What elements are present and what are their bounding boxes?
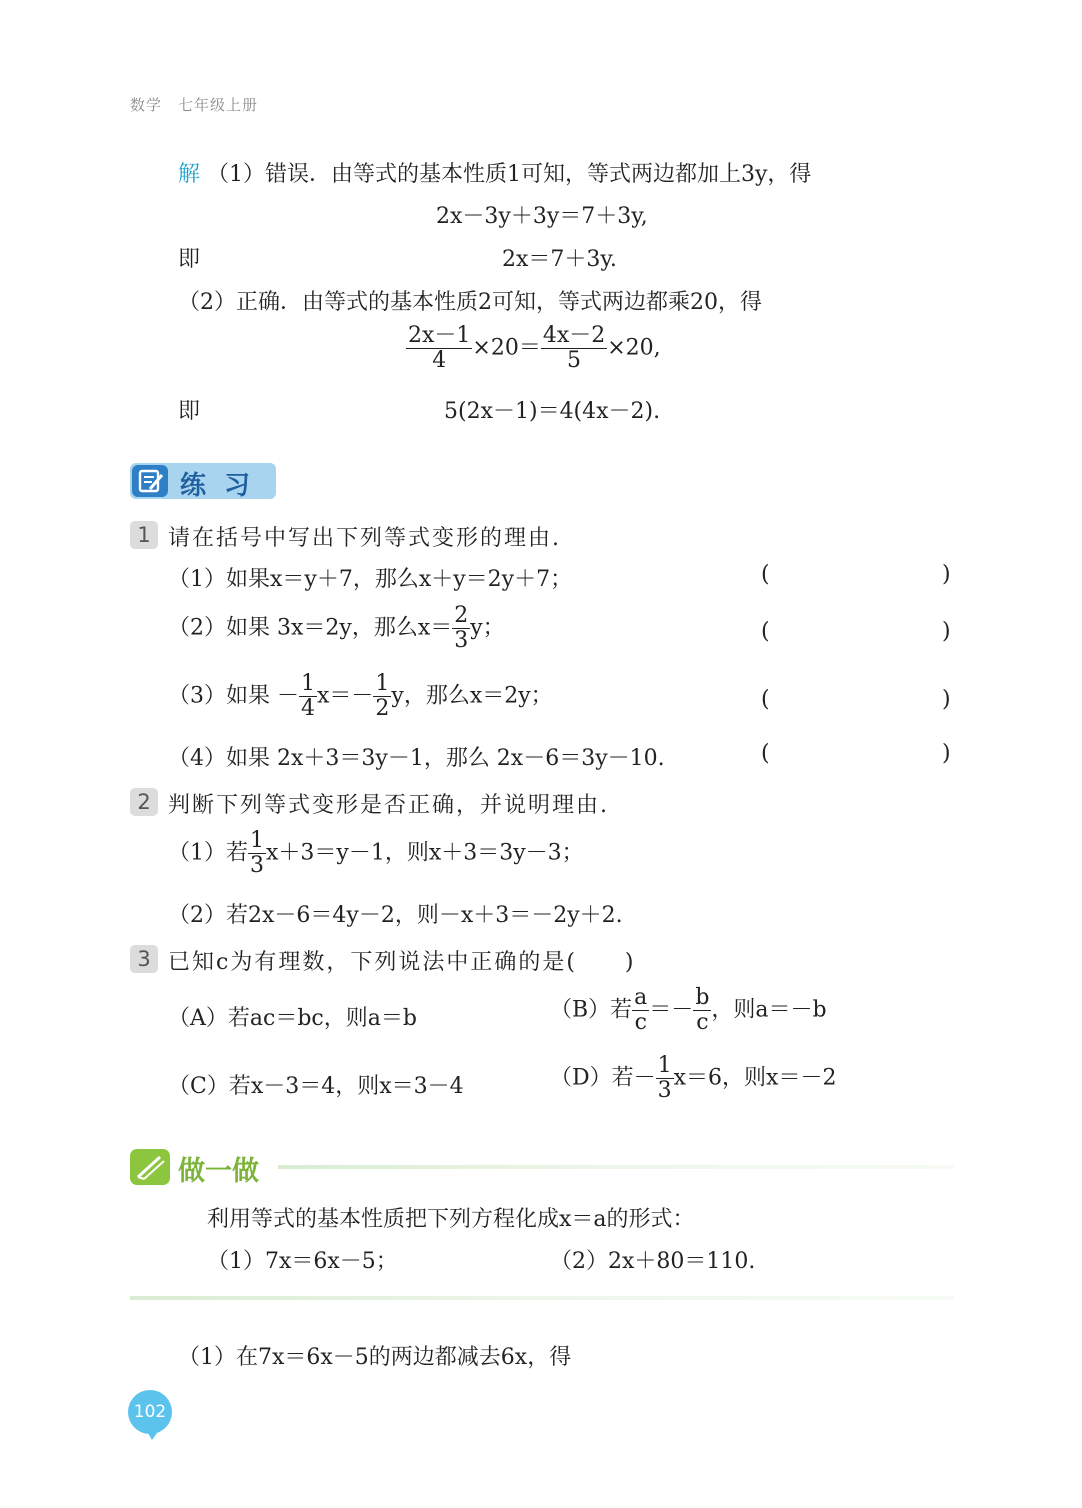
- q1-item-4: （4）如果 2x＋3＝3y－1，那么 2x－6＝3y－10.: [168, 746, 665, 771]
- fraction: $\frac{1}{3}$: [250, 828, 264, 879]
- fraction: $\frac{2x-1}{4}$: [408, 323, 471, 374]
- ji-label-2: 即: [178, 399, 201, 424]
- q3-option-d: （D）若－ $\frac{1}{3}$ x＝6，则x＝－2: [550, 1053, 837, 1104]
- question-number-2: 2: [130, 788, 158, 816]
- running-header: 数学 七年级上册: [130, 96, 259, 114]
- fraction: $\frac{1}{2}$: [375, 671, 390, 722]
- answer-blank-close: ): [942, 619, 951, 644]
- section-divider: [130, 1296, 954, 1300]
- q2-item-1: （1）若 $\frac{1}{3}$ x＋3＝y－1，则x＋3＝3y－3；: [168, 828, 584, 879]
- q1-item-2: （2）如果 3x＝2y，那么x＝ $\frac{2}{3}$ y；: [168, 603, 505, 654]
- answer-blank-close: ): [942, 562, 951, 587]
- answer-blank-open: (: [761, 619, 770, 644]
- fraction: $\frac{a}{c}$: [634, 985, 648, 1036]
- question-1-text: 请在括号中写出下列等式变形的理由.: [168, 526, 561, 551]
- equation-3: $\frac{2x-1}{4}$ ×20＝ $\frac{4x-2}{5}$ ×20,: [408, 323, 661, 374]
- fraction: $\frac{2}{3}$: [454, 603, 469, 654]
- question-number-3: 3: [130, 945, 158, 973]
- q3-option-b: （B）若 $\frac{a}{c}$ ＝－ $\frac{b}{c}$ ，则a＝－b: [550, 985, 827, 1036]
- solution-label: 解: [178, 162, 201, 187]
- answer-blank-open: (: [761, 741, 770, 766]
- solution-para-1: [178, 157, 811, 188]
- equation-2: 2x＝7＋3y.: [502, 247, 617, 272]
- pencil-ruler-icon: [130, 1149, 170, 1185]
- ji-label-1: 即: [178, 247, 201, 272]
- fraction: $\frac{1}{3}$: [657, 1053, 672, 1104]
- q2-item-2: （2）若2x－6＝4y－2，则－x＋3＝－2y＋2.: [168, 903, 623, 928]
- activity-answer-text: （1）在7x＝6x－5的两边都减去6x，得: [178, 1345, 572, 1370]
- question-number-1: 1: [130, 521, 158, 549]
- fraction: $\frac{1}{4}$: [301, 671, 315, 722]
- section-divider: [278, 1165, 954, 1169]
- activity-title: 做一做: [178, 1156, 259, 1187]
- q3-option-c: （C）若x－3＝4，则x＝3－4: [168, 1074, 464, 1099]
- activity-section-badge: [130, 1147, 278, 1187]
- equation-1: 2x－3y＋3y＝7＋3y,: [436, 204, 648, 229]
- fraction: $\frac{b}{c}$: [695, 985, 710, 1036]
- equation-4: 5(2x－1)＝4(4x－2).: [444, 399, 661, 424]
- answer-blank-open: (: [761, 562, 770, 587]
- solution-text-1: （1）错误．由等式的基本性质1可知，等式两边都加上3y，得: [207, 162, 812, 187]
- activity-text: 利用等式的基本性质把下列方程化成x＝a的形式：: [207, 1207, 695, 1232]
- q1-item-1: （1）如果x＝y＋7，那么x＋y＝2y＋7；: [168, 567, 573, 592]
- q3-option-a: （A）若ac＝bc，则a＝b: [168, 1006, 417, 1031]
- practice-title: 练习: [180, 471, 269, 501]
- practice-section-badge: [130, 463, 276, 499]
- pencil-note-icon: [132, 465, 168, 497]
- answer-blank-open: (: [761, 687, 770, 712]
- solution-para-2: （2）正确．由等式的基本性质2可知，等式两边都乘20，得: [178, 290, 762, 315]
- page-number: 102: [128, 1390, 172, 1434]
- activity-item-2: （2）2x＋80＝110.: [550, 1249, 756, 1274]
- activity-item-1: （1）7x＝6x－5；: [207, 1249, 398, 1274]
- question-3-text: 已知c为有理数，下列说法中正确的是( ): [168, 950, 636, 975]
- q1-item-3: （3）如果 － $\frac{1}{4}$ x＝－ $\frac{1}{2}$ y，那么x＝2y；: [168, 671, 553, 722]
- question-2-text: 判断下列等式变形是否正确，并说明理由.: [168, 793, 609, 818]
- answer-blank-close: ): [942, 687, 951, 712]
- answer-blank-close: ): [942, 741, 951, 766]
- fraction: $\frac{4x-2}{5}$: [542, 323, 606, 374]
